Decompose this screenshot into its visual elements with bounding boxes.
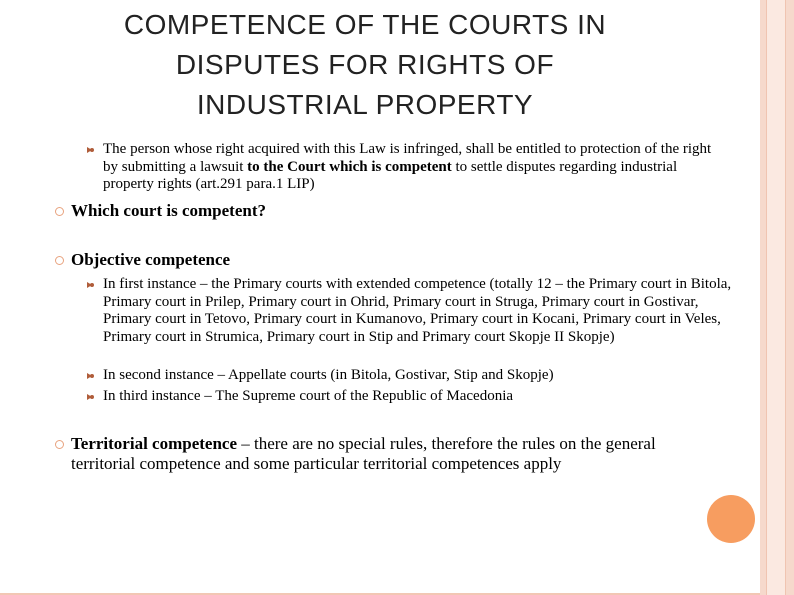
decorative-circle bbox=[707, 495, 755, 543]
circle-bullet-icon bbox=[55, 207, 64, 216]
territorial-rest: – there are no special rules, therefore the rules on the general territorial competence and some particular territorial competences apply bbox=[71, 434, 656, 473]
question-which-court bbox=[71, 201, 711, 221]
objective-item-2: In second instance – Appellate courts (in Bitola, Gostivar, Stip and Skopje) bbox=[103, 367, 554, 383]
intro-text-b: to settle disputes regarding industrial property rights (art.291 para.1 LIP) bbox=[103, 158, 678, 192]
title-line-3: INDUSTRIAL PROPERTY bbox=[196, 89, 534, 120]
objective-heading-text: Objective competence bbox=[71, 250, 231, 269]
objective-heading bbox=[71, 250, 711, 270]
title-line-2: DISPUTES FOR RIGHTS OF bbox=[175, 49, 555, 80]
territorial-bold: Territorial competence bbox=[71, 434, 237, 453]
slide-title bbox=[70, 5, 660, 125]
sub-bullet-icon bbox=[87, 373, 95, 379]
intro-paragraph bbox=[103, 141, 723, 194]
sub-bullet-icon bbox=[87, 147, 95, 153]
sub-bullet-icon bbox=[87, 394, 95, 400]
territorial-paragraph bbox=[71, 434, 721, 474]
sub-bullet-icon bbox=[87, 282, 95, 288]
circle-bullet-icon bbox=[55, 440, 64, 449]
objective-item-1: In first instance – the Primary courts with extended competence (totally 12 – the Primary court in Bitola, Primary court in Prilep, Primary court in Ohrid, Primary court in Struga, Primary court in Gostivar, Primary court in Tetovo, Primary court in Kumanovo, Primary court in Kocani, Primary court in Veles, Primary court in Strumica, Primary court in Stip and Primary court Skopje II Skopje) bbox=[103, 276, 732, 345]
right-border-inner-band bbox=[766, 0, 786, 595]
question-text: Which court is competent? bbox=[71, 201, 267, 220]
title-line-1: COMPETENCE OF THE COURTS IN bbox=[123, 9, 607, 40]
intro-text-bold: to the Court which is competent bbox=[247, 158, 452, 175]
objective-item-3: In third instance – The Supreme court of the Republic of Macedonia bbox=[103, 388, 514, 404]
intro-text-a: The person whose right acquired with this Law is infringed, shall be entitled to protection of the right by submitting a lawsuit bbox=[103, 141, 712, 175]
circle-bullet-icon bbox=[55, 256, 64, 265]
